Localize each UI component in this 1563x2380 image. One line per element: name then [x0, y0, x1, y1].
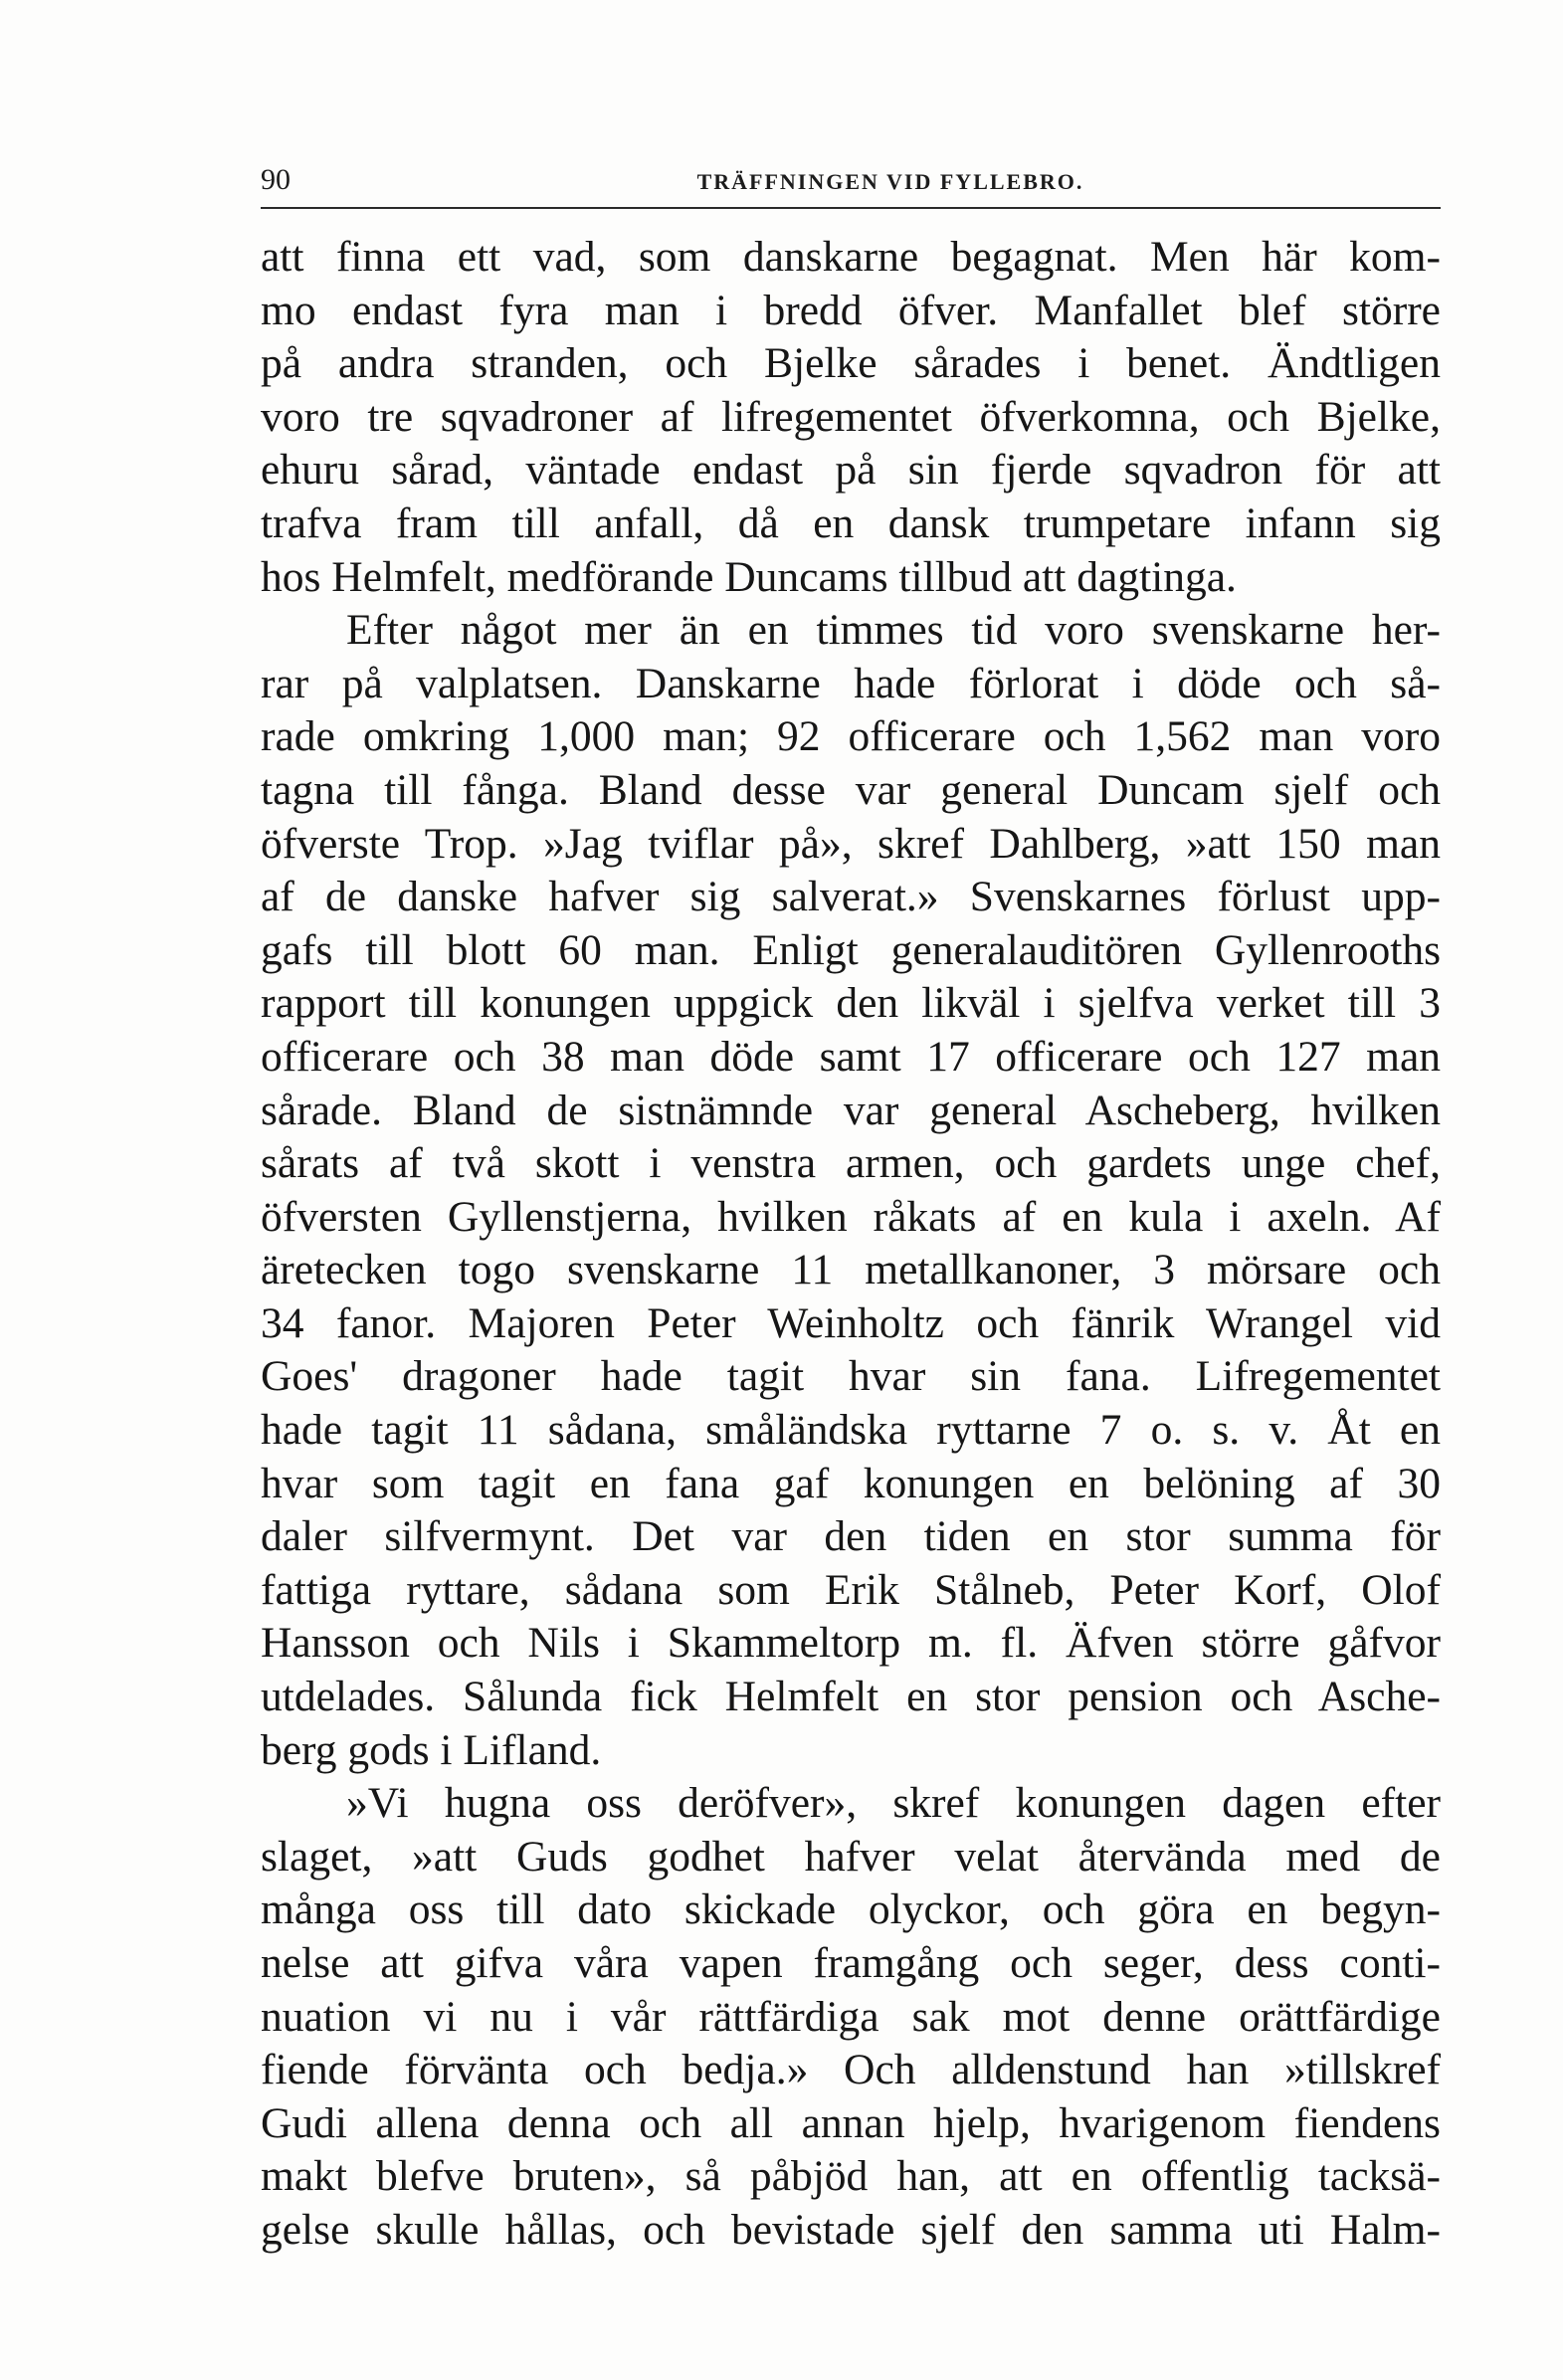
body-text — [261, 231, 1441, 2258]
text-line: mo endast fyra man i bredd öfver. Manfallet blef större — [261, 286, 1441, 334]
text-line: berg gods i Lifland. — [261, 1725, 602, 1774]
text-line: öfverste Trop. »Jag tviflar på», skref Dahlberg, »att 150 man — [261, 819, 1441, 868]
text-line: makt blefve bruten», så påbjöd han, att en offentlig tacksä- — [261, 2152, 1441, 2201]
text-line: hos Helmfelt, medförande Duncams tillbud att dagtinga. — [261, 552, 1237, 601]
text-line: voro tre sqvadroner af lifregementet öfverkomna, och Bjelke, — [261, 392, 1441, 441]
text-line: 34 fanor. Majoren Peter Weinholtz och fänrik Wrangel vid — [261, 1298, 1441, 1347]
text-line: många oss till dato skickade olyckor, och göra en begyn- — [261, 1885, 1441, 1934]
text-line: nuation vi nu i vår rättfärdiga sak mot denne orättfärdige — [261, 1992, 1441, 2041]
text-line: på andra stranden, och Bjelke sårades i benet. Ändtligen — [261, 339, 1441, 388]
text-line: fattiga ryttare, sådana som Erik Stålneb, Peter Korf, Olof — [261, 1565, 1441, 1614]
text-line: Goes' dragoner hade tagit hvar sin fana. Lifregementet — [261, 1352, 1441, 1401]
text-line: slaget, »att Guds godhet hafver velat återvända med de — [261, 1832, 1441, 1881]
text-line: »Vi hugna oss deröfver», skref konungen dagen efter — [346, 1779, 1441, 1828]
text-line: utdelades. Sålunda fick Helmfelt en stor pension och Asche- — [261, 1673, 1441, 1721]
page-header — [261, 161, 1441, 209]
text-line: hvar som tagit en fana gaf konungen en belöning af 30 — [261, 1459, 1441, 1507]
text-line: nelse att gifva våra vapen framgång och seger, dess conti- — [261, 1939, 1441, 1987]
text-line: rapport till konungen uppgick den likväl i sjelfva verket till 3 — [261, 979, 1441, 1028]
text-line: ehuru sårad, väntade endast på sin fjerde sqvadron för att — [261, 446, 1441, 495]
text-line: att finna ett vad, som danskarne begagnat. Men här kom- — [261, 233, 1441, 281]
running-head: TRÄFFNINGEN VID FYLLEBRO. — [696, 169, 1084, 194]
text-line: gelse skulle hållas, och bevistade sjelf den samma uti Halm- — [261, 2205, 1441, 2254]
text-line: daler silfvermynt. Det var den tiden en stor summa för — [261, 1512, 1441, 1561]
text-line: gafs till blott 60 man. Enligt generalauditören Gyllenrooths — [261, 925, 1441, 974]
text-line: fiende förvänta och bedja.» Och alldenstund han »tillskref — [261, 2046, 1441, 2094]
text-line: sårats af två skott i venstra armen, och gardets unge chef, — [261, 1139, 1441, 1188]
text-line: rar på valplatsen. Danskarne hade förlorat i döde och så- — [261, 659, 1441, 707]
text-line: Hansson och Nils i Skammeltorp m. fl. Äfven större gåfvor — [261, 1619, 1441, 1668]
text-line: Gudi allena denna och all annan hjelp, hvarigenom fiendens — [261, 2098, 1441, 2147]
text-line: äretecken togo svenskarne 11 metallkanoner, 3 mörsare och — [261, 1246, 1441, 1294]
text-line: af de danske hafver sig salverat.» Svenskarnes förlust upp- — [261, 873, 1441, 921]
page-number: 90 — [261, 163, 291, 196]
text-line: officerare och 38 man döde samt 17 officerare och 127 man — [261, 1032, 1441, 1081]
text-line: Efter något mer än en timmes tid voro svenskarne her- — [346, 606, 1441, 655]
text-line: hade tagit 11 sådana, småländska ryttarne 7 o. s. v. Åt en — [261, 1406, 1441, 1455]
text-line: rade omkring 1,000 man; 92 officerare och 1,562 man voro — [261, 712, 1441, 761]
text-line: sårade. Bland de sistnämnde var general Ascheberg, hvilken — [261, 1086, 1441, 1134]
text-line: trafva fram till anfall, då en dansk trumpetare infann sig — [261, 498, 1441, 547]
text-line: tagna till fånga. Bland desse var general Duncam sjelf och — [261, 765, 1441, 814]
text-line: öfversten Gyllenstjerna, hvilken råkats af en kula i axeln. Af — [261, 1192, 1441, 1241]
